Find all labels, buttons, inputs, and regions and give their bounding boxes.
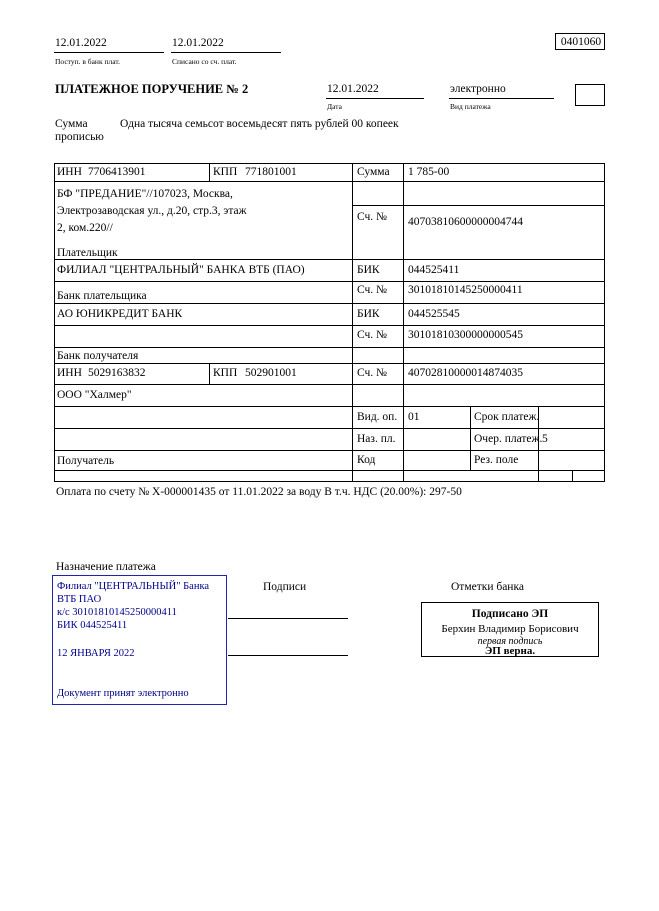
payer-inn-value: 7706413901	[88, 166, 146, 178]
line-payee-bank	[54, 347, 605, 348]
title-date-value: 12.01.2022	[327, 83, 379, 95]
code-label: Код	[357, 454, 376, 466]
payee-inn-value: 5029163832	[88, 367, 146, 379]
payer-inn-label: ИНН	[57, 166, 82, 178]
line-payer-bank-caption	[54, 325, 605, 326]
line-inn-row	[54, 181, 605, 182]
payee-bank-name: АО ЮНИКРЕДИТ БАНК	[57, 308, 183, 320]
line-op-row	[54, 428, 605, 429]
stamp-role: первая подпись	[477, 636, 543, 647]
signatures-label: Подписи	[263, 581, 307, 593]
amount-label: Сумма	[357, 166, 390, 178]
payer-account-label: Сч. №	[357, 211, 388, 223]
date-written-off-label: Списано со сч. плат.	[172, 57, 237, 66]
bank-block-line-1: Филиал "ЦЕНТРАЛЬНЫЙ" Банка	[57, 581, 210, 592]
stamp-valid: ЭП верна.	[484, 645, 536, 657]
payer-bank-account-value: 30101810145250000411	[408, 284, 523, 296]
payer-bank-caption: Банк плательщика	[57, 290, 147, 302]
stamp-person: Берхин Владимир Борисович	[441, 623, 579, 635]
payer-kpp-label: КПП	[213, 166, 238, 178]
payer-name-line-3: 2, ком.220//	[57, 222, 113, 234]
payee-account-value: 40702810000014874035	[408, 367, 523, 379]
order-value: 5	[542, 433, 548, 445]
amount-value: 1 785-00	[408, 166, 450, 178]
title-date-label: Дата	[327, 102, 342, 111]
signature-line-1	[228, 618, 348, 619]
payee-account-label: Сч. №	[357, 367, 388, 379]
payer-bank-name: ФИЛИАЛ "ЦЕНТРАЛЬНЫЙ" БАНКА ВТБ (ПАО)	[57, 264, 305, 276]
table-top-line	[54, 163, 605, 164]
amount-words-label-1: Сумма	[55, 118, 88, 130]
payer-name-line-1: БФ "ПРЕДАНИЕ"//107023, Москва,	[57, 188, 233, 200]
line-payer-caption	[54, 281, 605, 282]
purpose-text: Оплата по счету № Х-000001435 от 11.01.2022 за воду В т.ч. НДС (20.00%): 297-50	[56, 486, 462, 498]
purpose-code-label: Наз. пл.	[357, 433, 396, 445]
payee-kpp-value: 502901001	[245, 367, 297, 379]
table-bottom-line	[54, 481, 605, 482]
payer-account-value: 40703810600000004744	[408, 216, 523, 228]
date-written-off-underline	[171, 52, 281, 53]
divider-payee-inn-kpp	[209, 363, 210, 384]
payer-bank-account-label: Сч. №	[357, 284, 388, 296]
order-label: Очер. платеж.	[474, 433, 543, 445]
bank-block-date: 12 ЯНВАРЯ 2022	[57, 648, 135, 659]
divider-label-value-2	[403, 363, 404, 481]
payee-bank-bik-value: 044525545	[408, 308, 460, 320]
line-payee-name	[54, 406, 605, 407]
divider-main-vertical	[352, 163, 353, 481]
term-label: Срок платеж.	[474, 411, 540, 423]
line-purpose-code-row	[54, 450, 605, 451]
form-code-box	[555, 33, 605, 50]
payer-bank-bik-label: БИК	[357, 264, 380, 276]
purpose-caption: Назначение платежа	[56, 561, 156, 573]
line-payer-bank	[54, 303, 605, 304]
document-title: ПЛАТЕЖНОЕ ПОРУЧЕНИЕ № 2	[55, 82, 249, 96]
bank-block-line-3: к/с 30101810145250000411	[57, 607, 177, 618]
payer-name-line-2: Электрозаводская ул., д.20, стр.3, этаж	[57, 205, 247, 217]
title-date-underline	[326, 98, 424, 99]
line-payee-inn	[54, 384, 605, 385]
payee-bank-bik-label: БИК	[357, 308, 380, 320]
bank-block-line-2: ВТБ ПАО	[57, 594, 102, 605]
form-code-value: 0401060	[560, 36, 602, 48]
signature-line-2	[228, 655, 348, 656]
payee-bank-caption: Банк получателя	[57, 350, 139, 362]
stamp-title: Подписано ЭП	[471, 608, 549, 620]
date-received-underline	[54, 52, 164, 53]
payer-caption: Плательщик	[57, 247, 118, 259]
bank-block-accepted: Документ принят электронно	[57, 688, 189, 699]
line-code-row	[54, 470, 605, 471]
payer-bank-bik-value: 044525411	[408, 264, 460, 276]
date-received-label: Поступ. в банк плат.	[55, 57, 120, 66]
date-written-off-value: 12.01.2022	[172, 37, 224, 49]
bank-marks-label: Отметки банка	[451, 581, 524, 593]
line-payee-bank-caption	[54, 363, 605, 364]
payment-kind-underline	[449, 98, 554, 99]
divider-label-value	[403, 163, 404, 363]
table-right-border	[604, 163, 605, 482]
date-received-value: 12.01.2022	[55, 37, 107, 49]
payee-kpp-label: КПП	[213, 367, 238, 379]
payee-caption: Получатель	[57, 455, 115, 467]
payee-inn-label: ИНН	[57, 367, 82, 379]
payment-kind-label: Вид платежа	[450, 102, 491, 111]
table-left-border	[54, 163, 55, 482]
divider-payer-inn-kpp	[209, 163, 210, 181]
digital-signature-stamp	[421, 602, 599, 657]
line-sum-bottom	[352, 205, 604, 206]
op-type-value: 01	[408, 411, 420, 423]
divider-details-tail	[572, 470, 573, 481]
amount-words-label-2: прописью	[55, 131, 104, 143]
line-payer-name-bottom	[54, 259, 605, 260]
bank-block-line-4: БИК 044525411	[57, 620, 128, 631]
electronic-bank-stamp	[52, 575, 227, 705]
payee-bank-account-label: Сч. №	[357, 329, 388, 341]
payee-name: ООО "Халмер"	[57, 389, 132, 401]
divider-details-mid	[470, 406, 471, 470]
payer-kpp-value: 771801001	[245, 166, 297, 178]
payee-bank-account-value: 30101810300000000545	[408, 329, 523, 341]
amount-words-value: Одна тысяча семьсот восемьдесят пять рублей 00 копеек	[120, 118, 399, 130]
reserve-label: Рез. поле	[474, 454, 519, 466]
op-type-label: Вид. оп.	[357, 411, 398, 423]
payment-kind-value: электронно	[450, 83, 506, 95]
payment-kind-code-box	[575, 84, 605, 106]
